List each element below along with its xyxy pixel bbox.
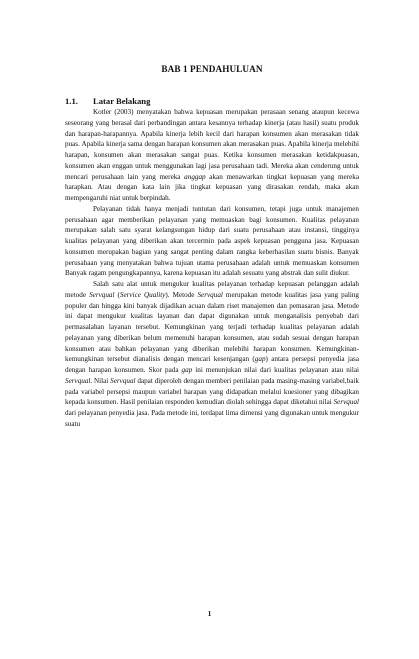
section-number: 1.1. — [65, 96, 78, 106]
section-heading — [65, 96, 359, 106]
document-page — [0, 64, 419, 659]
page-number: 1 — [207, 609, 212, 618]
paragraph-3: Salah satu alat untuk mengukur kualitas pelayanan terhadap kepuasan pelanggan adalah metode Servqual (Service Quality). Metode Servqual merupakan metode kualitas jasa yang paling populer dan hingga kini banyak dijadikan acuan dalam riset manajemen dan pemasaran jasa. Metode ini dapat mengukur kualitas layanan dan dapat digunakan untuk menganalisis penyebab dari permasalahan layanan tersebut. Kemungkinan yang terjadi terhadap kualitas pelayanan adalah pelayanan yang diberikan belum memenuhi harapan konsumen, atau sudah sesuai dengan harapan konsumen atau bahkan pelayanan yang diberikan melebihi harapan konsumen. Kemungkinan-kemungkinan tersebut dianalisis dengan mencari kesenjangan (gap) antara persepsi penyedia jasa dengan harapan konsumen. Skor pada gap ini menunjukan nilai dari kualitas pelayanan atau nilai Servqual. Nilai Servqual dapat diperoleh dengan memberi penilaian pada masing-masing variabel,baik pada variabel persepsi maupun variabel harapan yang didapatkan melalui kuesioner yang dibagikan kepada konsumen. Hasil penilaian responden kemudian diolah sehingga dapat diketahui nilai Servqual dari pelayanan penyedia jasa. Pada metode ini, terdapat lima dimensi yang digunakan untuk mengukur suatu — [65, 280, 359, 428]
paragraph-1: Kotler (2003) menyatakan bahwa kepuasan merupakan perasaan senang ataupun kecewa seseorang yang berasal dari perbandingan antara kesannya terhadap kinerja (atau hasil) suatu produk dan harapan-harapannya. Apabila kinerja lebih kecil dari harapan konsumen akan merasakan tidak puas. Apabila kinerja sama dengan harapan konsumen akan merasakan puas. Apabila kinerja melebihi harapan, konsumen akan merasakan sangat puas. Ketika konsumen merasakan ketidakpuasan, konsumen akan enggan untuk menggunakan lagi jasa perusahaan tadi. Mereka akan cenderung untuk mencari perusahaan lain yang mereka anggap akan menawarkan tingkat kepuasan yang mereka harapkan. Atau dengan kata lain jika tingkat kepuasan yang dirasakan rendah, maka akan mempengaruhi niat untuk berpindah. — [65, 108, 359, 202]
section-title: Latar Belakang — [93, 96, 151, 106]
chapter-title: BAB 1 PENDAHULUAN — [161, 64, 263, 74]
paragraph-2: Pelayanan tidak hanya menjadi tuntutan dari konsumen, tetapi juga untuk manajemen perusahaan agar memberikan pelayanan yang memuaskan bagi konsumen. Kualitas pelayanan merupakan salah satu syarat kelangsungan hidup dari suatu perusahaan atau instansi, tingginya kualitas pelayanan yang diberikan akan tercermin pada aspek kepuasan pengguna jasa. Kepuasan konsumen merupakan bagian yang sangat penting dalam rangka keberhasilan suatu bisnis. Banyak perusahaan yang menyatakan bahwa tujuan utama perusahaan adalah untuk memuaskan konsumen Banyak ragam pengungkapannya, karena kepuasan itu adalah sesuatu yang abstrak dan sulit diukur. — [65, 204, 359, 278]
